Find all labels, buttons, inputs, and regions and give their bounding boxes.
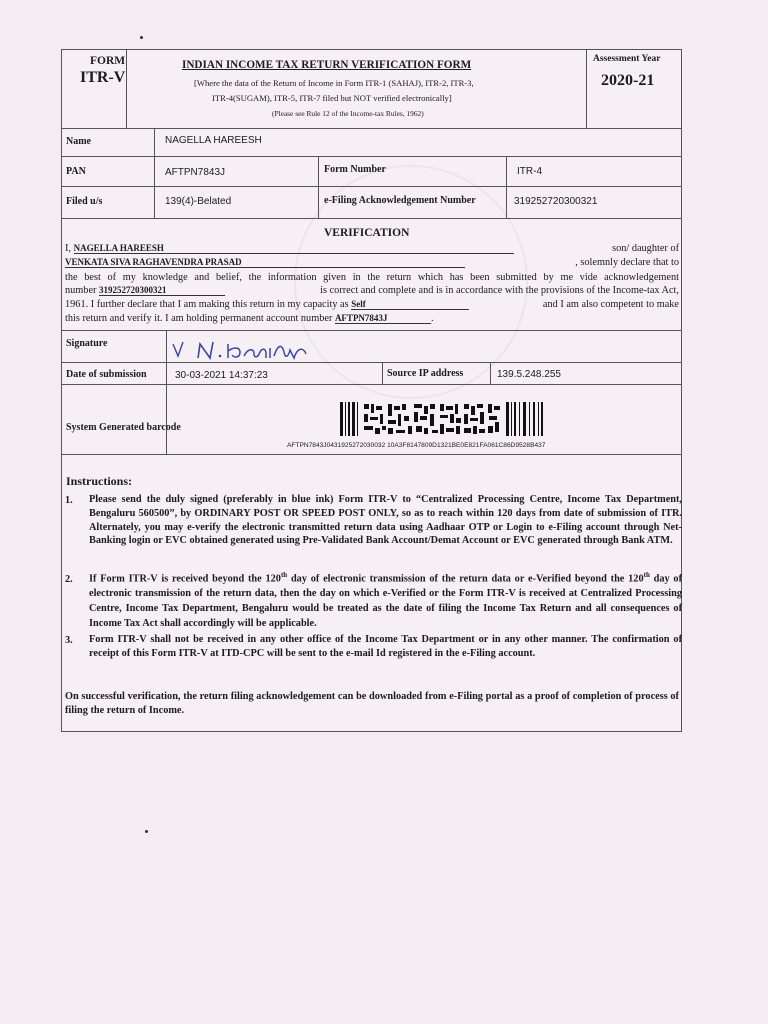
parent-name: VENKATA SIVA RAGHAVENDRA PRASAD bbox=[65, 257, 465, 268]
instruction-2-text: If Form ITR-V is received beyond the 120th day of electronic transmission of the return data or e-Verified beyond the 120th day of electronic transmission of the return data, then the day on which e-Verified or the Form ITR-V is received at Centralized Processing Centre, Income Tax Department, Bengaluru would be treated as the date of filing the Income Tax Return and all consequences of Income Tax Act shall accordingly will be applicable. bbox=[89, 571, 682, 630]
barcode-image bbox=[340, 402, 543, 436]
subtitle-line-3: (Please see Rule 12 of the Income-tax Rules, 1962) bbox=[272, 109, 424, 118]
ack-value: 319252720300321 bbox=[514, 196, 598, 207]
form-number-value: ITR-4 bbox=[517, 166, 542, 177]
instructions-footer: On successful verification, the return filing acknowledgement can be downloaded from e-Filing portal as a proof of completion of process of filing the return of Income. bbox=[65, 691, 679, 716]
instruction-2-number: 2. bbox=[65, 574, 73, 585]
verification-line-5: 1961. I further declare that I am making this return in my capacity as Self and I am also competent to make bbox=[65, 299, 679, 310]
ack-number-fill: 319252720300321 bbox=[99, 285, 225, 296]
instruction-1-number: 1. bbox=[65, 495, 73, 506]
verification-line-2: VENKATA SIVA RAGHAVENDRA PRASAD , solemnly declare that to bbox=[65, 257, 679, 268]
ip-label: Source IP address bbox=[387, 368, 464, 379]
form-label: FORM bbox=[90, 55, 126, 67]
pan-label: PAN bbox=[66, 166, 86, 177]
date-label: Date of submission bbox=[66, 369, 147, 380]
assessment-year-label: Assessment Year bbox=[593, 54, 661, 64]
date-value: 30-03-2021 14:37:23 bbox=[175, 370, 268, 381]
signature-label: Signature bbox=[66, 338, 108, 349]
instruction-1-text: Please send the duly signed (preferably in blue ink) Form ITR-V to “Centralized Processing Centre, Income Tax Department, Bengaluru 560500”, by ORDINARY POST OR SPEED POST ONLY, so as to reach within 120 days from date of submission of ITR. Alternately, you may e-verify the electronic transmitted return data using Aadhaar OTP or Login to e-Filing account through Net-Banking login or EVC obtained generated using Pre-Validated Bank Account/Demat Account or EVC generated through Bank ATM. bbox=[89, 494, 682, 547]
name-value: NAGELLA HAREESH bbox=[165, 135, 262, 146]
speck bbox=[140, 36, 143, 39]
subtitle-line-1: [Where the data of the Return of Income in Form ITR-1 (SAHAJ), ITR-2, ITR-3, bbox=[194, 78, 474, 88]
handwritten-signature bbox=[170, 336, 350, 366]
verification-line-3: the best of my knowledge and belief, the information given in the return which has been submitted by me vide acknowledgement bbox=[65, 272, 679, 283]
ip-value: 139.5.248.255 bbox=[497, 369, 561, 380]
speck bbox=[145, 830, 148, 833]
barcode-text: AFTPN7843J0431925272030032 10A3F8147809D1321BE0E821FA061C86D9528B437 bbox=[287, 442, 546, 449]
itr-v-form bbox=[61, 49, 682, 732]
capacity-fill: Self bbox=[351, 299, 469, 310]
assessment-year: 2020-21 bbox=[601, 72, 655, 89]
verification-heading: VERIFICATION bbox=[324, 227, 410, 239]
instruction-3-number: 3. bbox=[65, 635, 73, 646]
verification-line-6: this return and verify it. I am holding permanent account number AFTPN7843J . bbox=[65, 313, 434, 324]
form-title: INDIAN INCOME TAX RETURN VERIFICATION FORM bbox=[182, 59, 472, 71]
ack-label: e-Filing Acknowledgement Number bbox=[324, 195, 476, 206]
barcode-label: System Generated barcode bbox=[66, 422, 181, 433]
form-code: ITR-V bbox=[80, 69, 126, 86]
pan-fill: AFTPN7843J bbox=[335, 313, 431, 324]
instruction-3-text: Form ITR-V shall not be received in any other office of the Income Tax Department or in any other manner. The confirmation of receipt of this Form ITR-V at ITD-CPC will be sent to the e-mail Id registered in the e-Filing account. bbox=[89, 634, 682, 659]
form-number-label: Form Number bbox=[324, 164, 386, 175]
verification-line-4: number 319252720300321 is correct and complete and is in accordance with the provisions of the Income-tax Act, bbox=[65, 285, 679, 296]
verification-line-1: I, NAGELLA HAREESH son/ daughter of bbox=[65, 243, 679, 254]
instructions-heading: Instructions: bbox=[66, 474, 133, 488]
filed-value: 139(4)-Belated bbox=[165, 196, 232, 207]
subtitle-line-2: ITR-4(SUGAM), ITR-5, ITR-7 filed but NOT verified electronically] bbox=[212, 93, 452, 103]
filed-label: Filed u/s bbox=[66, 196, 103, 207]
name-label: Name bbox=[66, 136, 91, 147]
pan-value: AFTPN7843J bbox=[165, 167, 226, 178]
declarant-name: NAGELLA HAREESH bbox=[74, 243, 514, 254]
